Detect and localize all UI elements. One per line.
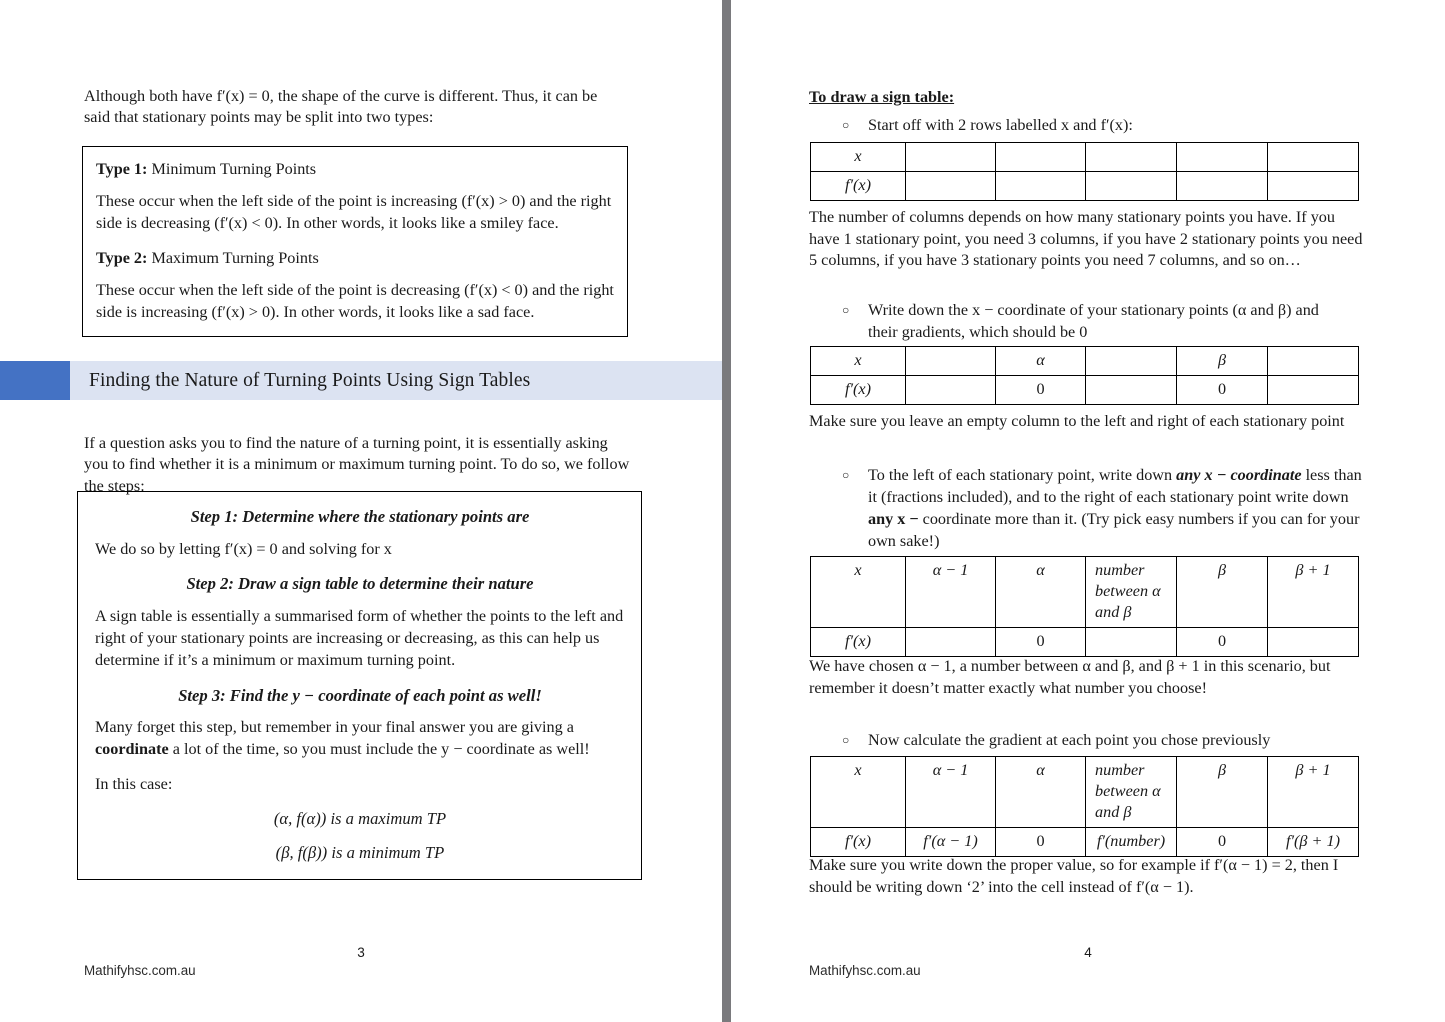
bullet-1-text: Start off with 2 rows labelled x and f′(x): [868,116,1133,134]
heading-accent-block [0,361,70,400]
step3-body-post: a lot of the time, so you must include the y − coordinate as well! [168,739,590,758]
cell [1086,143,1177,172]
cell-x-label: x [811,347,906,376]
cell [1177,172,1268,201]
step3-body-bold: coordinate [95,739,169,758]
cell-fprime-alpha-minus-1: f′(α − 1) [906,828,996,857]
cell [1086,376,1177,405]
left-intro2-paragraph: If a question asks you to find the nature of a turning point, it is essentially asking you to find whether it is a minimum or maximum turning point. To do so, we follow the steps: [84,434,630,495]
type1-body: These occur when the left side of the point is increasing (f′(x) > 0) and the right side is decreasing (f′(x) < 0). In other words, it looks like a smiley face. [96,192,612,232]
cell [906,628,996,657]
cell-alpha-minus-1: α − 1 [906,557,996,628]
cell-alpha-minus-1: α − 1 [906,757,996,828]
step2-body: A sign table is essentially a summarised form of whether the points to the left and right of your stationary points are increasing or decreasing, as this can help us determine if it’s a minimum or maximum turning point. [95,606,624,669]
cell [996,172,1086,201]
step1-body: We do so by letting f′(x) = 0 and solving for x [95,539,392,558]
cell-fprime-beta-plus-1: f′(β + 1) [1268,828,1359,857]
in-this-case-label: In this case: [95,774,173,793]
cell-zero: 0 [996,376,1086,405]
left-intro-paragraph: Although both have f′(x) = 0, the shape of the curve is different. Thus, it can be said that stationary points may be split into two types: [84,87,598,127]
page-gutter-divider [722,0,731,1022]
cell-fprime-label: f′(x) [811,376,906,405]
page-right [731,0,1445,1022]
cell [1086,628,1177,657]
bullet-3-text [868,465,1365,552]
footer-site-left: Mathifyhsc.com.au [84,963,196,978]
cell-x-label: x [811,757,906,828]
table-row [811,757,1359,828]
right-page-heading: To draw a sign table: [809,88,955,106]
page-number-right: 4 [1084,945,1092,960]
page-left [0,0,722,1022]
cell-number-between: number between α and β [1086,557,1177,628]
bullet-3-post: coordinate more than it. (Try pick easy numbers if you can for your own sake!) [868,509,1360,550]
cell-zero: 0 [996,828,1086,857]
bullet-3-mid: less than it (fractions included), and to the right of each stationary point write down [868,466,1362,506]
table-row [811,828,1359,857]
table-row [811,376,1359,405]
bullet-circle-icon: ○ [842,733,850,747]
step3-heading: Step 3: Find the y − coordinate of each point as well! [178,685,542,705]
table-row [811,347,1359,376]
cell-x-label: x [811,143,906,172]
bullet-3-bold-1: any x − coordinate [1176,466,1302,484]
table-row [811,143,1359,172]
table-row [811,628,1359,657]
right-paragraph-1: The number of columns depends on how many stationary points you have. If you have 1 stationary point, you need 3 columns, if you have 2 stationary points you need 5 columns, if you have 3 stationary points you need 7 columns, and so on… [809,208,1363,270]
cell-beta-plus-1: β + 1 [1268,757,1359,828]
cell [996,143,1086,172]
cell [1268,172,1359,201]
page-number-left: 3 [357,945,365,960]
case-minimum-tp: (β, f(β)) is a minimum TP [275,842,445,862]
cell-alpha: α [996,757,1086,828]
cell-number-between: number between α and β [1086,757,1177,828]
bullet-item-3 [809,465,1365,552]
cell [906,172,996,201]
cell-beta: β [1177,757,1268,828]
cell-fprime-label: f′(x) [811,172,906,201]
bullet-4-text: Now calculate the gradient at each point you chose previously [868,731,1271,749]
step3-body [95,717,625,761]
cell-alpha: α [996,557,1086,628]
bullet-3-bold-2: any x − [868,509,919,528]
table-row [811,557,1359,628]
cell-beta-plus-1: β + 1 [1268,557,1359,628]
cell [1268,628,1359,657]
bullet-circle-icon: ○ [842,303,850,317]
bullet-item-4 [809,730,1365,752]
right-paragraph-3: We have chosen α − 1, a number between α and β, and β + 1 in this scenario, but remember it doesn’t matter exactly what number you choose! [809,657,1331,697]
table-row [811,172,1359,201]
sign-table-3 [810,556,1359,657]
cell [1268,376,1359,405]
cell-alpha: α [996,347,1086,376]
type2-label: Type 2: [96,248,148,267]
footer-site-right: Mathifyhsc.com.au [809,963,921,978]
bullet-circle-icon: ○ [842,118,850,132]
cell [1268,347,1359,376]
section-heading-text: Finding the Nature of Turning Points Using Sign Tables [89,369,531,391]
step1-heading: Step 1: Determine where the stationary points are [190,507,530,526]
right-paragraph-2: Make sure you leave an empty column to the left and right of each stationary point [809,412,1345,430]
turning-point-types-box [82,146,628,337]
type1-label: Type 1: [96,160,148,178]
bullet-item-1 [809,115,1369,137]
step2-heading: Step 2: Draw a sign table to determine their nature [186,574,534,594]
bullet-2-text: Write down the x − coordinate of your stationary points (α and β) and their gradients, which should be 0 [868,301,1319,341]
type1-title: Minimum Turning Points [151,160,317,178]
cell [906,347,996,376]
sign-table-4 [810,756,1359,857]
cell [906,143,996,172]
cell-fprime-number: f′(number) [1086,828,1177,857]
bullet-item-2 [809,300,1329,344]
sign-table-2 [810,346,1359,405]
cell-zero: 0 [996,628,1086,657]
cell-fprime-label: f′(x) [811,628,906,657]
cell-beta: β [1177,347,1268,376]
cell [906,376,996,405]
cell [1086,347,1177,376]
cell-zero: 0 [1177,828,1268,857]
cell-zero: 0 [1177,376,1268,405]
steps-box [77,491,642,880]
section-heading-banner [0,361,722,400]
step3-body-pre: Many forget this step, but remember in your final answer you are giving a [95,718,574,737]
cell [1268,143,1359,172]
case-maximum-tp: (α, f(α)) is a maximum TP [273,808,447,828]
cell [1177,143,1268,172]
cell-zero: 0 [1177,628,1268,657]
sign-table-1 [810,142,1359,201]
bullet-3-pre: To the left of each stationary point, write down [868,466,1177,484]
cell-x-label: x [811,557,906,628]
type1-heading [96,159,615,180]
cell-fprime-label: f′(x) [811,828,906,857]
type2-title: Maximum Turning Points [151,248,319,267]
right-paragraph-4: Make sure you write down the proper value, so for example if f′(α − 1) = 2, then I should be writing down ‘2’ into the cell instead of f′(α − 1). [809,856,1339,896]
bullet-circle-icon: ○ [842,468,850,482]
type2-body: These occur when the left side of the point is decreasing (f′(x) < 0) and the right side is increasing (f′(x) > 0). In other words, it looks like a sad face. [96,280,614,321]
type2-heading [96,248,615,269]
cell [1086,172,1177,201]
cell-beta: β [1177,557,1268,628]
